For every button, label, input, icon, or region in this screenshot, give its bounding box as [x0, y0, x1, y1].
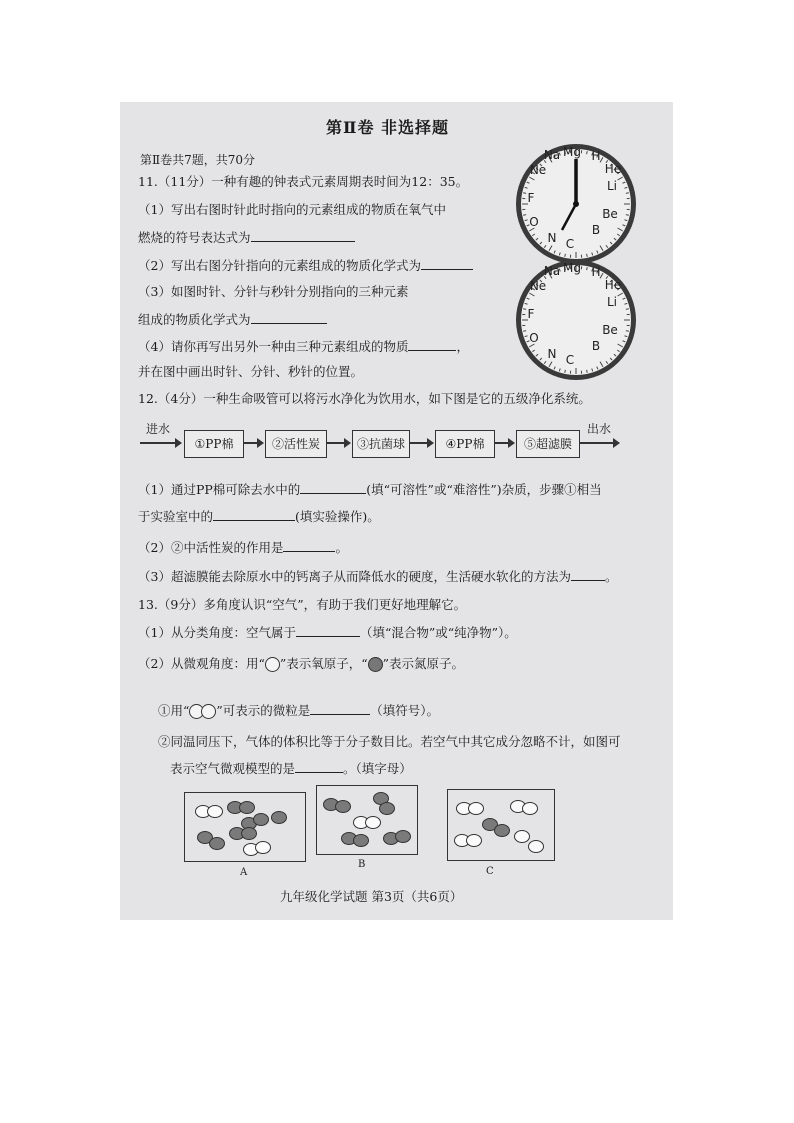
element-label: B	[591, 223, 601, 237]
model-label: C	[486, 866, 494, 877]
q13-sub2-line2: 表示空气微观模型的是 。（填字母）	[170, 761, 412, 776]
element-label: Ne	[529, 279, 547, 293]
model-label: B	[358, 859, 366, 870]
page-footer: 九年级化学试题 第3页（共6页）	[280, 889, 463, 904]
flow-arrow	[140, 442, 180, 444]
answer-blank[interactable]	[251, 229, 355, 242]
q11-part2: （2）写出右图分针指向的元素组成的物质化学式为	[138, 257, 473, 274]
inlet-label: 进水	[146, 422, 171, 436]
q11-part3-line1: （3）如图时针、分针与秒针分别指向的三种元素	[138, 284, 409, 299]
element-label: H	[591, 149, 601, 163]
flow-step: ⑤超滤膜	[516, 430, 580, 458]
q13-stem: 13.（9分）多角度认识“空气”，有助于我们更好地理解它。	[138, 597, 467, 612]
periodic-clock-2	[512, 256, 640, 384]
purification-flow	[140, 422, 620, 460]
element-label: Mg	[563, 145, 581, 159]
answer-blank[interactable]	[296, 624, 360, 637]
q13-sub2-line1: ②同温同压下，气体的体积比等于分子数目比。若空气中其它成分忽略不计，如图可	[158, 734, 621, 749]
q11-part3-line2: 组成的物质化学式为	[138, 311, 327, 328]
element-label: He	[604, 278, 622, 292]
q11-part1-line2: 燃烧的符号表达式为	[138, 229, 355, 246]
answer-blank[interactable]	[251, 311, 327, 324]
element-label: F	[527, 307, 535, 321]
element-label: Mg	[563, 261, 581, 275]
flow-step: ③抗菌球	[352, 430, 410, 458]
nitrogen-atom-icon	[368, 657, 383, 672]
answer-blank[interactable]	[571, 568, 605, 581]
element-label: Li	[606, 179, 618, 193]
q12-part1-line2: 于实验室中的 (填实验操作)。	[138, 509, 380, 524]
q13-part1: （1）从分类角度：空气属于 （填“混合物”或“纯净物”）。	[138, 625, 517, 640]
element-label: Be	[602, 323, 618, 337]
model-label: A	[240, 867, 248, 878]
answer-blank[interactable]	[213, 508, 295, 521]
q11-part1-line1: （1）写出右图时针此时指向的元素组成的物质在氧气中	[138, 202, 446, 217]
exam-page	[120, 102, 673, 920]
answer-blank[interactable]	[295, 760, 343, 773]
air-model-a	[184, 792, 306, 862]
flow-arrow	[495, 442, 513, 444]
q12-part3: （3）超滤膜能去除原水中的钙离子从而降低水的硬度，生活硬水软化的方法为 。	[138, 569, 618, 584]
flow-arrow	[580, 442, 618, 444]
flow-arrow	[410, 442, 432, 444]
q13-sub1: ①用“ ”可表示的微粒是 （填符号）。	[158, 703, 440, 718]
element-label: Ne	[529, 163, 547, 177]
oxygen-atom-icon	[265, 657, 280, 672]
element-label: Li	[606, 295, 618, 309]
periodic-clock-1	[512, 140, 640, 268]
element-label: Be	[602, 207, 618, 221]
element-label: O	[529, 331, 539, 345]
outlet-label: 出水	[587, 422, 612, 436]
section-intro: 第Ⅱ卷共7题，共70分	[140, 153, 256, 167]
flow-step: ②活性炭	[265, 430, 327, 458]
answer-blank[interactable]	[421, 257, 473, 270]
section-title: 第Ⅱ卷 非选择题	[326, 118, 450, 137]
q12-part2: （2）②中活性炭的作用是 。	[138, 540, 348, 555]
element-label: F	[527, 191, 535, 205]
element-label: O	[529, 215, 539, 229]
element-label: Na	[543, 148, 561, 162]
answer-blank[interactable]	[310, 702, 370, 715]
element-label: Na	[543, 264, 561, 278]
element-label: C	[565, 353, 575, 367]
element-label: C	[565, 237, 575, 251]
element-label: B	[591, 339, 601, 353]
air-model-c	[447, 789, 555, 861]
flow-step: ④PP棉	[435, 430, 495, 458]
q12-part1-line1: （1）通过PP棉可除去水中的 (填“可溶性”或“难溶性”)杂质，步骤①相当	[138, 482, 602, 497]
q13-part2: （2）从微观角度：用“ ”表示氧原子，“ ”表示氮原子。	[138, 656, 465, 671]
answer-blank[interactable]	[283, 539, 335, 552]
answer-blank[interactable]	[300, 481, 366, 494]
q11-part4-line1: （4）请你再写出另外一种由三种元素组成的物质 ，	[138, 339, 469, 354]
element-label: N	[547, 231, 557, 245]
element-label: He	[604, 162, 622, 176]
element-label: N	[547, 347, 557, 361]
answer-blank[interactable]	[408, 338, 456, 351]
flow-arrow	[327, 442, 349, 444]
q11-part4-line2: 并在图中画出时针、分针、秒针的位置。	[138, 364, 364, 379]
q11-stem: 11.（11分）一种有趣的钟表式元素周期表时间为12：35。	[138, 174, 469, 189]
air-model-b	[316, 785, 418, 855]
flow-arrow	[244, 442, 262, 444]
element-label: H	[591, 265, 601, 279]
q12-stem: 12.（4分）一种生命吸管可以将污水净化为饮用水，如下图是它的五级净化系统。	[138, 391, 591, 406]
oxygen-molecule-icon-2	[201, 704, 216, 719]
flow-step: ①PP棉	[184, 430, 244, 458]
